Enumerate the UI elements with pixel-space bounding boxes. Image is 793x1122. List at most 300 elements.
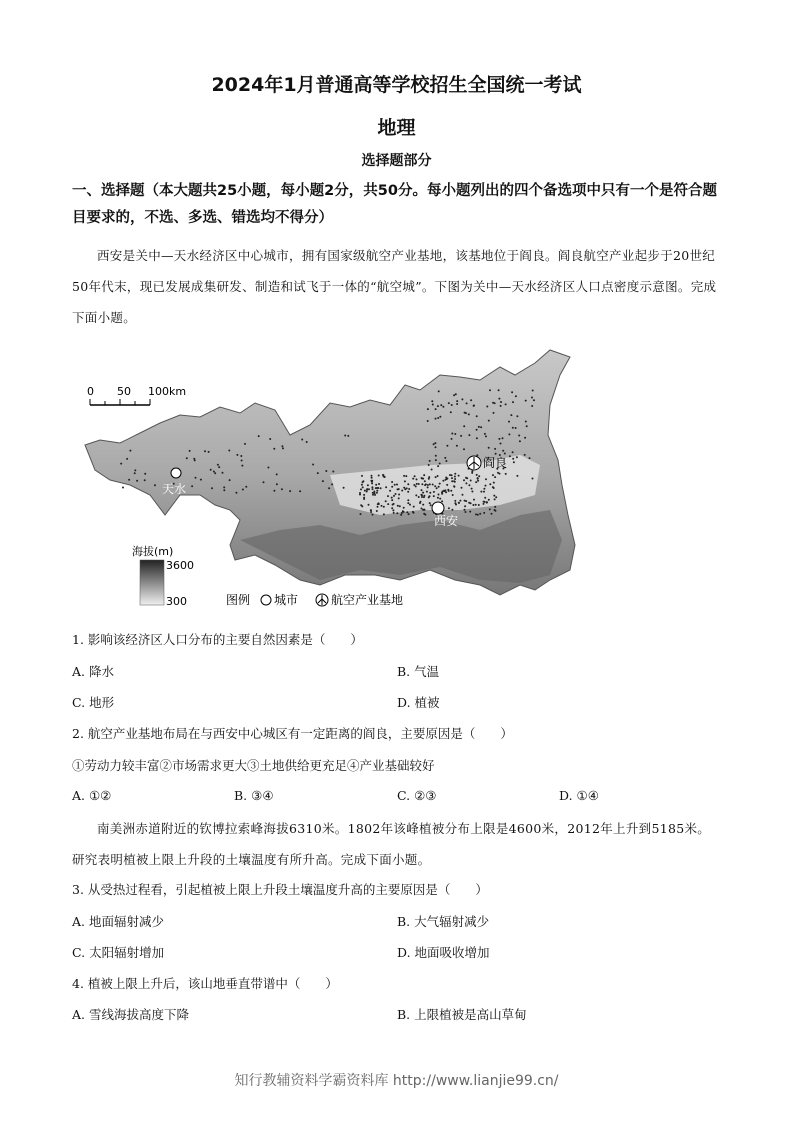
population-dot	[454, 476, 456, 478]
population-dot	[377, 487, 379, 489]
population-dot	[428, 478, 430, 480]
population-dot	[451, 404, 453, 406]
population-dot	[385, 500, 387, 502]
population-dot	[500, 405, 502, 407]
city-tianshui-label: 天水	[162, 482, 187, 496]
population-dot	[434, 485, 436, 487]
population-dot	[427, 420, 429, 422]
population-dot	[414, 475, 416, 477]
passage-2: 南美洲赤道附近的钦博拉索峰海拔6310米。1802年该峰植被分布上限是4600米，2012年上升到5185米。研究表明植被上限上升段的土壤温度有所升高。完成下面小题。	[72, 821, 711, 867]
population-dot	[439, 483, 441, 485]
population-dot	[134, 469, 136, 471]
population-dot	[387, 495, 389, 497]
population-dot	[372, 514, 374, 516]
q3-option-b: B. 大气辐射减少	[397, 914, 490, 929]
population-dot	[377, 506, 379, 508]
population-dot	[195, 477, 197, 479]
population-dot	[371, 486, 373, 488]
population-dot	[489, 483, 491, 485]
population-dot	[332, 471, 334, 473]
scale-label-0: 0	[87, 385, 94, 398]
population-dot	[498, 398, 500, 400]
population-dot	[258, 435, 260, 437]
population-dot	[189, 450, 191, 452]
population-density-map	[80, 345, 580, 615]
scale-label-50: 50	[117, 385, 131, 398]
population-dot	[433, 491, 435, 493]
population-dot	[478, 426, 480, 428]
population-dot	[128, 479, 130, 481]
population-dot	[403, 507, 405, 509]
population-dot	[524, 454, 526, 456]
city-tianshui-marker	[171, 468, 181, 478]
population-dot	[400, 514, 402, 516]
population-dot	[498, 389, 500, 391]
population-dot	[426, 491, 428, 493]
population-dot	[488, 499, 490, 501]
population-dot	[444, 457, 446, 459]
population-dot	[435, 459, 437, 461]
population-dot	[454, 502, 456, 504]
population-dot	[405, 475, 407, 477]
population-dot	[500, 443, 502, 445]
population-dot	[391, 507, 393, 509]
population-dot	[508, 433, 510, 435]
population-dot	[442, 480, 444, 482]
legend-label: 图例	[226, 593, 251, 607]
population-dot	[391, 486, 393, 488]
population-dot	[136, 480, 138, 482]
section-heading: 一、选择题（本大题共25小题，每小题2分，共50分。每小题列出的四个备选项中只有一个是符合题目要求的，不选、多选、错选均不得分）	[72, 183, 717, 226]
population-dot	[511, 391, 513, 393]
population-dot	[236, 454, 238, 456]
question-2-stem: 2. 航空产业基地布局在与西安中心城区有一定距离的阎良，主要原因是（ ）	[72, 726, 513, 741]
population-dot	[331, 483, 333, 485]
population-dot	[423, 495, 425, 497]
population-dot	[204, 450, 206, 452]
population-dot	[416, 483, 418, 485]
population-dot	[493, 495, 495, 497]
population-dot	[472, 504, 474, 506]
population-dot	[444, 489, 446, 491]
population-dot	[403, 487, 405, 489]
population-dot	[440, 404, 442, 406]
population-dot	[363, 497, 365, 499]
population-dot	[451, 438, 453, 440]
elevation-ramp	[140, 560, 164, 605]
population-dot	[407, 502, 409, 504]
population-dot	[420, 494, 422, 496]
population-dot	[407, 491, 409, 493]
q2-option-d: D. ①④	[559, 788, 599, 803]
population-dot	[418, 483, 420, 485]
population-dot	[476, 437, 478, 439]
population-dot	[499, 473, 501, 475]
map-figure	[80, 345, 580, 615]
population-dot	[463, 479, 465, 481]
population-dot	[525, 400, 527, 402]
population-dot	[500, 401, 502, 403]
population-dot	[241, 465, 243, 467]
population-dot	[374, 494, 376, 496]
base-yanliang-label: 阎良	[483, 456, 508, 470]
population-dot	[408, 513, 410, 515]
population-dot	[129, 450, 131, 452]
population-dot	[427, 484, 429, 486]
population-dot	[281, 445, 283, 447]
population-dot	[424, 514, 426, 516]
population-dot	[464, 509, 466, 511]
population-dot	[531, 405, 533, 407]
q4-option-a: A. 雪线海拔高度下降	[72, 1007, 189, 1022]
population-dot	[424, 480, 426, 482]
population-dot	[430, 504, 432, 506]
population-dot	[347, 435, 349, 437]
population-dot	[441, 493, 443, 495]
population-dot	[281, 488, 283, 490]
population-dot	[516, 415, 518, 417]
population-dot	[409, 504, 411, 506]
population-dot	[210, 469, 212, 471]
population-dot	[451, 509, 453, 511]
population-dot	[418, 496, 420, 498]
population-dot	[465, 511, 467, 513]
legend-base-icon	[316, 594, 328, 606]
population-dot	[429, 495, 431, 497]
population-dot	[429, 460, 431, 462]
q3-option-a: A. 地面辐射减少	[72, 914, 164, 929]
population-dot	[371, 475, 373, 477]
population-dot	[397, 505, 399, 507]
population-dot	[525, 421, 527, 423]
population-dot	[459, 500, 461, 502]
population-dot	[393, 512, 395, 514]
population-dot	[532, 478, 534, 480]
q3-option-c: C. 太阳辐射增加	[72, 945, 165, 960]
population-dot	[434, 442, 436, 444]
population-dot	[325, 470, 327, 472]
population-dot	[445, 460, 447, 462]
population-dot	[424, 509, 426, 511]
population-dot	[437, 497, 439, 499]
population-dot	[372, 488, 374, 490]
population-dot	[470, 399, 472, 401]
aviation-base-icon	[467, 456, 481, 470]
population-dot	[492, 474, 494, 476]
population-dot	[126, 458, 128, 460]
population-dot	[468, 434, 470, 436]
population-dot	[448, 402, 450, 404]
population-dot	[448, 490, 450, 492]
population-dot	[378, 475, 380, 477]
population-dot	[478, 504, 480, 506]
population-dot	[476, 474, 478, 476]
population-dot	[360, 513, 362, 515]
population-dot	[322, 480, 324, 482]
population-dot	[515, 395, 517, 397]
population-dot	[502, 450, 504, 452]
population-dot	[471, 488, 473, 490]
population-dot	[454, 500, 456, 502]
population-dot	[413, 484, 415, 486]
population-dot	[466, 402, 468, 404]
population-dot	[401, 490, 403, 492]
population-dot	[370, 509, 372, 511]
population-dot	[427, 408, 429, 410]
population-dot	[399, 505, 401, 507]
population-dot	[194, 459, 196, 461]
population-dot	[452, 494, 454, 496]
population-dot	[424, 484, 426, 486]
q2-option-a: A. ①②	[72, 788, 112, 803]
population-dot	[435, 476, 437, 478]
population-dot	[512, 458, 514, 460]
population-dot	[406, 487, 408, 489]
population-dot	[401, 512, 403, 514]
population-dot	[532, 390, 534, 392]
population-dot	[451, 480, 453, 482]
population-dot	[391, 499, 393, 501]
population-dot	[378, 483, 380, 485]
population-dot	[186, 457, 188, 459]
population-dot	[524, 437, 526, 439]
population-dot	[421, 489, 423, 491]
population-dot	[489, 508, 491, 510]
population-dot	[483, 488, 485, 490]
population-dot	[343, 487, 345, 489]
population-dot	[495, 510, 497, 512]
population-dot	[488, 420, 490, 422]
population-dot	[477, 477, 479, 479]
population-dot	[454, 473, 456, 475]
population-dot	[263, 481, 265, 483]
q1-option-b: B. 气温	[397, 664, 440, 679]
population-dot	[466, 477, 468, 479]
population-dot	[214, 472, 216, 474]
population-dot	[391, 481, 393, 483]
population-dot	[491, 513, 493, 515]
population-dot	[361, 475, 363, 477]
population-dot	[363, 494, 365, 496]
population-dot	[473, 405, 475, 407]
population-dot	[494, 476, 496, 478]
question-3-stem: 3. 从受热过程看，引起植被上限上升段土壤温度升高的主要原因是（ ）	[72, 882, 488, 897]
population-dot	[519, 440, 521, 442]
population-dot	[453, 394, 455, 396]
population-dot	[439, 498, 441, 500]
population-dot	[364, 490, 366, 492]
population-dot	[380, 487, 382, 489]
population-dot	[502, 437, 504, 439]
population-dot	[498, 438, 500, 440]
population-dot	[471, 491, 473, 493]
population-dot	[431, 400, 433, 402]
population-dot	[383, 513, 385, 515]
population-dot	[437, 405, 439, 407]
population-dot	[477, 480, 479, 482]
population-dot	[463, 448, 465, 450]
population-dot	[476, 415, 478, 417]
population-dot	[462, 494, 464, 496]
population-dot	[460, 435, 462, 437]
population-dot	[483, 512, 485, 514]
population-dot	[306, 441, 308, 443]
population-dot	[458, 502, 460, 504]
population-dot	[408, 488, 410, 490]
population-dot	[531, 397, 533, 399]
population-dot	[516, 456, 518, 458]
population-dot	[526, 425, 528, 427]
population-dot	[422, 492, 424, 494]
population-dot	[450, 411, 452, 413]
q1-option-a: A. 降水	[72, 664, 114, 679]
q3-option-d: D. 地面吸收增加	[397, 945, 490, 960]
population-dot	[494, 506, 496, 508]
population-dot	[312, 464, 314, 466]
population-dot	[396, 512, 398, 514]
population-dot	[461, 487, 463, 489]
q1-option-d: D. 植被	[397, 695, 440, 710]
population-dot	[432, 484, 434, 486]
population-dot	[407, 499, 409, 501]
population-dot	[235, 492, 237, 494]
city-xian-marker	[432, 502, 444, 514]
population-dot	[361, 505, 363, 507]
population-dot	[533, 399, 535, 401]
population-dot	[485, 478, 487, 480]
population-dot	[372, 492, 374, 494]
population-dot	[228, 450, 230, 452]
population-dot	[495, 496, 497, 498]
population-dot	[448, 507, 450, 509]
population-dot	[413, 506, 415, 508]
population-dot	[433, 495, 435, 497]
population-dot	[432, 404, 434, 406]
population-dot	[485, 485, 487, 487]
part-title: 选择题部分	[361, 153, 432, 169]
population-dot	[445, 491, 447, 493]
population-dot	[376, 492, 378, 494]
population-dot	[371, 477, 373, 479]
population-dot	[512, 451, 514, 453]
population-dot	[395, 493, 397, 495]
population-dot	[438, 486, 440, 488]
population-dot	[299, 490, 301, 492]
population-dot	[222, 472, 224, 474]
population-dot	[144, 473, 146, 475]
population-dot	[360, 488, 362, 490]
population-dot	[381, 505, 383, 507]
population-dot	[378, 502, 380, 504]
population-dot	[376, 510, 378, 512]
footer-watermark: 知行教辅资料学霸资料库 http://www.lianjie99.cn/	[234, 1073, 559, 1089]
population-dot	[435, 446, 437, 448]
population-dot	[468, 502, 470, 504]
population-dot	[223, 489, 225, 491]
population-dot	[486, 406, 488, 408]
population-dot	[427, 486, 429, 488]
population-dot	[486, 502, 488, 504]
population-dot	[464, 505, 466, 507]
population-dot	[276, 483, 278, 485]
population-dot	[398, 488, 400, 490]
population-dot	[456, 445, 458, 447]
passage-1: 西安是关中—天水经济区中心城市，拥有国家级航空产业基地，该基地位于阎良。阎良航空产业起步于20世纪50年代末，现已发展成集研发、制造和试飞于一体的“航空城”。下图为关中—天水经济区人口点密度示意图。完成下面小题。	[72, 248, 717, 325]
population-dot	[453, 486, 455, 488]
population-dot	[429, 492, 431, 494]
population-dot	[529, 457, 531, 459]
population-dot	[412, 511, 414, 513]
population-dot	[488, 447, 490, 449]
population-dot	[439, 463, 441, 465]
population-dot	[492, 402, 494, 404]
population-dot	[429, 483, 431, 485]
question-2-statements: ①劳动力较丰富②市场需求更大③土地供给更充足④产业基础较好	[72, 758, 435, 773]
elevation-max: 3600	[166, 559, 194, 572]
population-dot	[483, 503, 485, 505]
population-dot	[273, 490, 275, 492]
elevation-title: 海拔(m)	[132, 545, 174, 558]
population-dot	[403, 475, 405, 477]
population-dot	[451, 433, 453, 435]
population-dot	[508, 421, 510, 423]
population-dot	[208, 451, 210, 453]
population-dot	[456, 400, 458, 402]
population-dot	[428, 464, 430, 466]
population-dot	[423, 474, 425, 476]
population-dot	[398, 497, 400, 499]
population-dot	[494, 498, 496, 500]
population-dot	[480, 491, 482, 493]
population-dot	[516, 475, 518, 477]
population-dot	[404, 480, 406, 482]
population-dot	[493, 482, 495, 484]
population-dot	[366, 488, 368, 490]
population-dot	[437, 475, 439, 477]
population-dot	[475, 504, 477, 506]
population-dot	[468, 413, 470, 415]
population-dot	[484, 433, 486, 435]
population-dot	[383, 506, 385, 508]
population-dot	[493, 412, 495, 414]
population-dot	[480, 426, 482, 428]
population-dot	[422, 504, 424, 506]
population-dot	[464, 500, 466, 502]
population-dot	[154, 484, 156, 486]
population-dot	[454, 481, 456, 483]
population-dot	[421, 483, 423, 485]
question-1-stem: 1. 影响该经济区人口分布的主要自然因素是（ ）	[72, 632, 363, 647]
population-dot	[505, 473, 507, 475]
population-dot	[317, 472, 319, 474]
population-dot	[518, 435, 520, 437]
population-dot	[193, 458, 195, 460]
q2-option-b: B. ③④	[234, 788, 274, 803]
population-dot	[461, 398, 463, 400]
population-dot	[433, 443, 435, 445]
population-dot	[416, 478, 418, 480]
population-dot	[362, 481, 364, 483]
population-dot	[240, 455, 242, 457]
population-dot	[510, 414, 512, 416]
population-dot	[367, 484, 369, 486]
population-dot	[393, 495, 395, 497]
population-dot	[475, 513, 477, 515]
population-dot	[451, 477, 453, 479]
population-dot	[223, 486, 225, 488]
population-dot	[144, 479, 146, 481]
population-dot	[471, 472, 473, 474]
